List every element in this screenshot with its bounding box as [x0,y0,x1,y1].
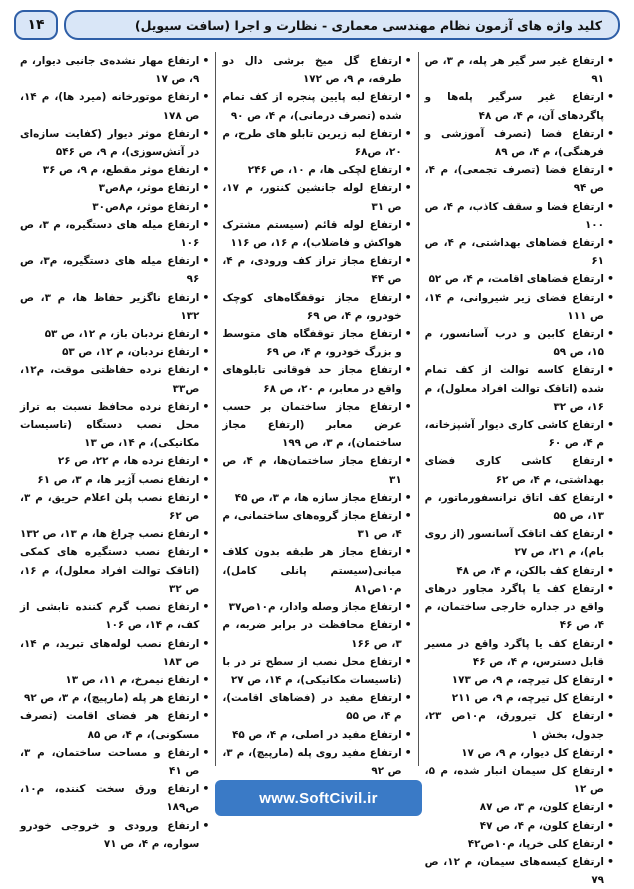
column-left [14,52,216,850]
keyword-entry: • ارتفاع ورق سخت کننده، م۱۰، ص۱۸۹ [20,780,209,816]
keyword-entry: • ارتفاع کاسه توالت از کف تمام شده (اتاقک توالت افراد معلول)، م ۱۶، ص ۳۲ [425,361,614,416]
keyword-entry: • ارتفاع مجاز وصله وادار، م۱۰ص۳۷ [222,598,411,616]
keyword-entry: • ارتفاع موثر، م۸ص۳۰ [20,198,209,216]
keyword-entry: • ارتفاع کل تیرچه، م ۹، ص ۲۱۱ [425,689,614,707]
keyword-entry: • ارتفاع موثر دیوار (کفایت سازه‌ای در آتش‌سوزی)، م ۹، ص ۵۴۶ [20,125,209,161]
keyword-entry: • ارتفاع موثر، م۸ص۳ [20,179,209,197]
keyword-entry: • ارتفاع میله های دستگیره، م۳، ص ۹۶ [20,252,209,288]
keyword-entry: • ارتفاع کاشی کاری دیوار آشپزخانه، م ۴، ص ۶۰ [425,416,614,452]
keyword-entry: • ارتفاع کل تیرچه، م ۹، ص ۱۷۳ [425,671,614,689]
keyword-entry: • ارتفاع نصب آژیر ها، م ۳، ص ۶۱ [20,471,209,489]
keyword-entry: • ارتفاع مجاز توقفگاه‌های کوچک خودرو، م ۴، ص ۶۹ [222,289,411,325]
keyword-entry: • ارتفاع غیر سر گیر هر پله، م ۳، ص ۹۱ [425,52,614,88]
keyword-entry: • ارتفاع کلون، م ۴، ص ۴۷ [425,817,614,835]
keyword-entry: • ارتفاع مجاز سازه ها، م ۳، ص ۴۵ [222,489,411,507]
keyword-entry: • ارتفاع کیسه‌های سیمان، م ۱۲، ص ۷۹ [425,853,614,889]
keyword-entry: • ارتفاع هر فضای اقامت (تصرف مسکونی)، م ۴، ص ۸۵ [20,707,209,743]
keyword-entry: • ارتفاع فضاهای بهداشتی، م ۴، ص ۶۱ [425,234,614,270]
keyword-entry: • ارتفاع مجاز ساختمان‌ها، م ۴، ص ۳۱ [222,452,411,488]
keyword-entry: • ارتفاع نرده محافظ نسبت به تراز محل نصب دستگاه (تاسیسات مکانیکی)، م ۱۴، ص ۱۳ [20,398,209,453]
keyword-entry: • ارتفاع فضا و سقف کاذب، م ۴، ص ۱۰۰ [425,198,614,234]
keyword-entry: • ارتفاع هر پله (مارپیچ)، م ۳، ص ۹۲ [20,689,209,707]
keyword-entry: • ارتفاع مجاز تراز کف ورودی، م ۴، ص ۴۴ [222,252,411,288]
keyword-entry: • ارتفاع نصب چراغ ها، م ۱۳، ص ۱۳۲ [20,525,209,543]
keyword-entry: • ارتفاع کلی خرپا، م۱۰ص۴۲ [425,835,614,853]
website-link[interactable]: www.SoftCivil.ir [215,780,422,816]
keyword-entry: • ارتفاع مهار نشده‌ی جانبی دیوار، م ۹، ص ۱۷ [20,52,209,88]
keyword-entry: • ارتفاع نصب لوله‌های تبرید، م ۱۴، ص ۱۸۳ [20,635,209,671]
keyword-entry: • ارتفاع موتورخانه (میرد ها)، م ۱۴، ص ۱۷۸ [20,88,209,124]
keyword-entry: • ارتفاع نیمرخ، م ۱۱، ص ۱۳ [20,671,209,689]
keyword-entry: • ارتفاع ورودی و خروجی خودرو سواره، م ۴، ص ۷۱ [20,817,209,853]
keyword-entry: • ارتفاع کف بالکن، م ۴، ص ۴۸ [425,562,614,580]
keyword-entry: • ارتفاع مجاز حد فوقانی تابلوهای واقع در معابر، م ۲۰، ص ۶۸ [222,361,411,397]
keyword-entry: • ارتفاع کاشی کاری فضای بهداشتی، م ۴، ص ۶۲ [425,452,614,488]
keyword-entry: • ارتفاع محل نصب از سطح تر در با (تاسیسات مکانیکی)، م ۱۴، ص ۲۷ [222,653,411,689]
keyword-entry: • ارتفاع نرده حفاظتی موقت، م۱۲، ص۳۳ [20,361,209,397]
keyword-entry: • ارتفاع و مساحت ساختمان، م ۳، ص ۴۱ [20,744,209,780]
keyword-entry: • ارتفاع نصب دستگیره های کمکی (اتاقک توالت افراد معلول)، م ۱۶، ص ۳۲ [20,543,209,598]
keyword-entry: • ارتفاع کابین و درب آسانسور، م ۱۵، ص ۵۹ [425,325,614,361]
keyword-entry: • ارتفاع مفید روی پله (مارپیچ)، م ۳، ص ۹۲ [222,744,411,780]
keyword-entry: • ارتفاع کف یا پاگرد واقع در مسیر قابل دسترس، م ۴، ص ۴۶ [425,635,614,671]
keyword-entry: • ارتفاع گل میخ برشی دال دو طرفه، م ۹، ص ۱۷۲ [222,52,411,88]
keyword-entry: • ارتفاع لبه پایین پنجره از کف تمام شده (تصرف درمانی)، م ۴، ص ۹۰ [222,88,411,124]
column-middle [216,52,418,777]
keyword-entry: • ارتفاع لچکی ها، م ۱۰، ص ۲۴۶ [222,161,411,179]
keyword-entry: • ارتفاع مجاز ساختمان بر حسب عرض معابر (ارتفاع مجاز ساختمان)، م ۳، ص ۱۹۹ [222,398,411,453]
keyword-entry: • ارتفاع کل سیمان انبار شده، م ۵، ص ۱۲ [425,762,614,798]
page-header [14,10,620,40]
keyword-entry: • ارتفاع کف اتاق ترانسفورماتور، م ۱۳، ص ۵۵ [425,489,614,525]
keyword-entry: • ارتفاع فضا (تصرف آموزشی و فرهنگی)، م ۴، ص ۸۹ [425,125,614,161]
keyword-entry: • ارتفاع نصب گرم کننده تابشی از کف، م ۱۴، ص ۱۰۶ [20,598,209,634]
keyword-entry: • ارتفاع غیر سرگیر پله‌ها و پاگردهای آن، م ۴، ص ۴۸ [425,88,614,124]
keyword-entry: • ارتفاع مفید در (فضاهای اقامت)، م ۴، ص ۵۵ [222,689,411,725]
keyword-entry: • ارتفاع مجاز توقفگاه های متوسط و بزرگ خودرو، م ۴، ص ۶۹ [222,325,411,361]
keyword-entry: • ارتفاع کلون، م ۳، ص ۸۷ [425,798,614,816]
keyword-entry: • ارتفاع فضاهای اقامت، م ۴، ص ۵۲ [425,270,614,288]
keyword-entry: • ارتفاع کف اتاقک آسانسور (از روی بام)، م ۲۱، ص ۲۷ [425,525,614,561]
keyword-entry: • ارتفاع مجاز هر طبقه بدون کلاف میانی(سیستم پانلی کامل)، م۱۰ص۸۱ [222,543,411,598]
keyword-entry: • ارتفاع لبه زیرین تابلو های طرح، م ۲۰، ص۶۸ [222,125,411,161]
keyword-entry: • ارتفاع موثر مقطع، م ۹، ص ۳۶ [20,161,209,179]
keyword-entry: • ارتفاع نردبان، م ۱۲، ص ۵۳ [20,343,209,361]
keyword-entry: • ارتفاع لوله قائم (سیستم مشترک هواکش و فاضلاب)، م ۱۶، ص ۱۱۶ [222,216,411,252]
keyword-entry: • ارتفاع نصب پلن اعلام حریق، م ۳، ص ۶۲ [20,489,209,525]
page-title: کلید واژه های آزمون نظام مهندسی معماری - نظارت و اجرا (سافت سیویل) [64,10,620,40]
keyword-entry: • ارتفاع کل دیوار، م ۹، ص ۱۷ [425,744,614,762]
keyword-entry: • ارتفاع لوله جانشین کنتور، م ۱۷، ص ۳۱ [222,179,411,215]
keyword-entry: • ارتفاع مجاز گروه‌های ساختمانی، م ۴، ص ۳۱ [222,507,411,543]
column-right [419,52,620,887]
keyword-entry: • ارتفاع کل تیرورق، م۱۰ص ۲۳، جدول، بخش ۱ [425,707,614,743]
keyword-entry: • ارتفاع فضای زیر شیروانی، م ۱۴، ص ۱۱۱ [425,289,614,325]
keyword-entry: • ارتفاع نا‌گزیر حفاظ ها، م ۳، ص ۱۳۲ [20,289,209,325]
keyword-entry: • ارتفاع کف یا پاگرد مجاور درهای واقع در جداره خارجی ساختمان، م ۴، ص ۴۶ [425,580,614,635]
keyword-entry: • ارتفاع محافظت در برابر ضربه، م ۳، ص ۱۶۶ [222,616,411,652]
page-number: ۱۴ [14,10,58,40]
keyword-entry: • ارتفاع نردبان باز، م ۱۲، ص ۵۳ [20,325,209,343]
keyword-entry: • ارتفاع میله های دستگیره، م ۳، ص ۱۰۶ [20,216,209,252]
keyword-entry: • ارتفاع مفید در اصلی، م ۴، ص ۴۵ [222,726,411,744]
keyword-entry: • ارتفاع فضا (تصرف تجمعی)، م ۴، ص ۹۴ [425,161,614,197]
keyword-entry: • ارتفاع نرده ها، م ۲۲، ص ۲۶ [20,452,209,470]
